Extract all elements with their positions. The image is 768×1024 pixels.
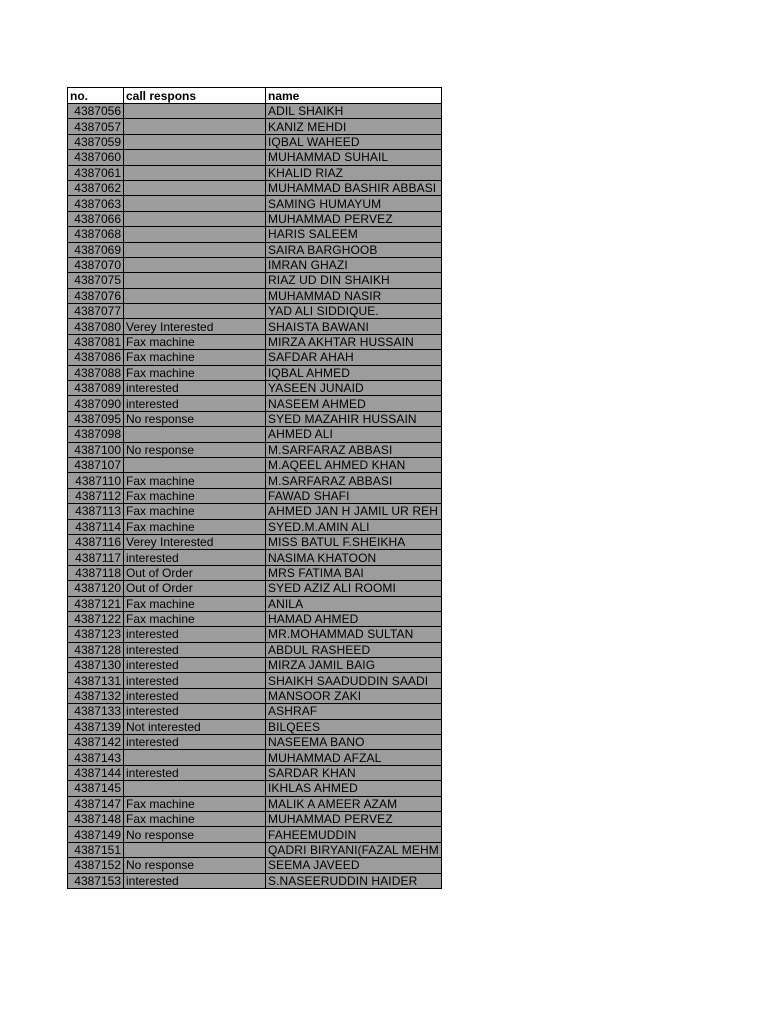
cell-call-response — [124, 196, 266, 211]
cell-call-response: Verey Interested — [124, 319, 266, 334]
table-row — [68, 781, 442, 796]
table-row — [68, 811, 442, 826]
cell-name: SYED.M.AMIN ALI — [266, 519, 442, 534]
cell-number: 4387133 — [68, 704, 124, 719]
table-row — [68, 873, 442, 888]
cell-name: HAMAD AHMED — [266, 611, 442, 626]
cell-call-response: Out of Order — [124, 581, 266, 596]
cell-call-response: Fax machine — [124, 611, 266, 626]
cell-name: MUHAMMAD AFZAL — [266, 750, 442, 765]
cell-call-response — [124, 242, 266, 257]
cell-number: 4387063 — [68, 196, 124, 211]
cell-name: SHAIKH SAADUDDIN SAADI — [266, 673, 442, 688]
cell-number: 4387131 — [68, 673, 124, 688]
cell-number: 4387112 — [68, 488, 124, 503]
header-name: name — [266, 88, 442, 104]
cell-name: MUHAMMAD PERVEZ — [266, 811, 442, 826]
cell-name: SARDAR KHAN — [266, 765, 442, 780]
cell-name: NASIMA KHATOON — [266, 550, 442, 565]
table-row — [68, 735, 442, 750]
cell-name: MR.MOHAMMAD SULTAN — [266, 627, 442, 642]
cell-name: MUHAMMAD BASHIR ABBASI — [266, 180, 442, 195]
cell-name: FAHEEMUDDIN — [266, 827, 442, 842]
table-row — [68, 596, 442, 611]
cell-call-response: Fax machine — [124, 334, 266, 349]
table-row — [68, 427, 442, 442]
table-row — [68, 827, 442, 842]
table-row — [68, 673, 442, 688]
cell-name: M.SARFARAZ ABBASI — [266, 473, 442, 488]
cell-number: 4387117 — [68, 550, 124, 565]
table-row — [68, 211, 442, 226]
cell-call-response — [124, 842, 266, 857]
cell-call-response — [124, 457, 266, 472]
table-row — [68, 196, 442, 211]
cell-number: 4387148 — [68, 811, 124, 826]
cell-number: 4387061 — [68, 165, 124, 180]
cell-call-response: Fax machine — [124, 504, 266, 519]
cell-name: BILQEES — [266, 719, 442, 734]
table-row — [68, 381, 442, 396]
table-row — [68, 565, 442, 580]
table-row — [68, 457, 442, 472]
cell-call-response: interested — [124, 396, 266, 411]
cell-name: M.AQEEL AHMED KHAN — [266, 457, 442, 472]
cell-call-response: Fax machine — [124, 473, 266, 488]
cell-call-response: interested — [124, 704, 266, 719]
cell-name: IKHLAS AHMED — [266, 781, 442, 796]
cell-number: 4387139 — [68, 719, 124, 734]
table-row — [68, 642, 442, 657]
table-row — [68, 611, 442, 626]
table-row — [68, 273, 442, 288]
cell-name: QADRI BIRYANI(FAZAL MEHM — [266, 842, 442, 857]
cell-number: 4387132 — [68, 688, 124, 703]
cell-number: 4387142 — [68, 735, 124, 750]
cell-number: 4387081 — [68, 334, 124, 349]
cell-call-response — [124, 180, 266, 195]
table-row — [68, 288, 442, 303]
cell-name: MALIK A AMEER AZAM — [266, 796, 442, 811]
cell-name: MANSOOR ZAKI — [266, 688, 442, 703]
cell-call-response — [124, 750, 266, 765]
cell-call-response — [124, 227, 266, 242]
cell-call-response: No response — [124, 827, 266, 842]
cell-number: 4387090 — [68, 396, 124, 411]
table-row — [68, 658, 442, 673]
cell-name: MIRZA AKHTAR HUSSAIN — [266, 334, 442, 349]
cell-number: 4387100 — [68, 442, 124, 457]
cell-call-response: Fax machine — [124, 519, 266, 534]
cell-call-response: interested — [124, 550, 266, 565]
cell-name: SAFDAR AHAH — [266, 350, 442, 365]
header-no: no. — [68, 88, 124, 104]
cell-number: 4387153 — [68, 873, 124, 888]
cell-name: ANILA — [266, 596, 442, 611]
cell-name: YASEEN JUNAID — [266, 381, 442, 396]
cell-number: 4387122 — [68, 611, 124, 626]
cell-call-response: interested — [124, 735, 266, 750]
table-row — [68, 488, 442, 503]
cell-number: 4387143 — [68, 750, 124, 765]
cell-name: SEEMA JAVEED — [266, 858, 442, 873]
table-row — [68, 242, 442, 257]
cell-number: 4387116 — [68, 534, 124, 549]
cell-number: 4387062 — [68, 180, 124, 195]
cell-call-response — [124, 427, 266, 442]
cell-number: 4387147 — [68, 796, 124, 811]
cell-call-response — [124, 781, 266, 796]
cell-name: AHMED JAN H JAMIL UR REH — [266, 504, 442, 519]
header-call-response: call respons — [124, 88, 266, 104]
cell-call-response: Fax machine — [124, 596, 266, 611]
cell-call-response: No response — [124, 442, 266, 457]
table-row — [68, 180, 442, 195]
cell-call-response: interested — [124, 688, 266, 703]
cell-number: 4387095 — [68, 411, 124, 426]
cell-name: S.NASEERUDDIN HAIDER — [266, 873, 442, 888]
table-row — [68, 858, 442, 873]
cell-call-response — [124, 150, 266, 165]
cell-number: 4387152 — [68, 858, 124, 873]
cell-number: 4387056 — [68, 104, 124, 119]
cell-number: 4387057 — [68, 119, 124, 134]
cell-number: 4387114 — [68, 519, 124, 534]
table-row — [68, 581, 442, 596]
cell-number: 4387070 — [68, 257, 124, 272]
cell-name: RIAZ UD DIN SHAIKH — [266, 273, 442, 288]
cell-number: 4387075 — [68, 273, 124, 288]
table-row — [68, 550, 442, 565]
cell-name: IQBAL WAHEED — [266, 134, 442, 149]
cell-number: 4387110 — [68, 473, 124, 488]
table-row — [68, 396, 442, 411]
cell-call-response — [124, 288, 266, 303]
cell-name: MRS FATIMA BAI — [266, 565, 442, 580]
cell-name: IQBAL AHMED — [266, 365, 442, 380]
cell-name: YAD ALI SIDDIQUE. — [266, 304, 442, 319]
cell-call-response — [124, 104, 266, 119]
cell-name: M.SARFARAZ ABBASI — [266, 442, 442, 457]
cell-number: 4387080 — [68, 319, 124, 334]
table-row — [68, 504, 442, 519]
table-row — [68, 719, 442, 734]
table-row — [68, 765, 442, 780]
cell-name: MISS BATUL F.SHEIKHA — [266, 534, 442, 549]
cell-number: 4387123 — [68, 627, 124, 642]
cell-call-response — [124, 257, 266, 272]
cell-name: ABDUL RASHEED — [266, 642, 442, 657]
cell-number: 4387130 — [68, 658, 124, 673]
cell-call-response — [124, 304, 266, 319]
cell-number: 4387113 — [68, 504, 124, 519]
table-row — [68, 134, 442, 149]
table-row — [68, 842, 442, 857]
cell-name: KHALID RIAZ — [266, 165, 442, 180]
cell-number: 4387107 — [68, 457, 124, 472]
cell-name: NASEEM AHMED — [266, 396, 442, 411]
table-row — [68, 319, 442, 334]
cell-name: FAWAD SHAFI — [266, 488, 442, 503]
cell-call-response: interested — [124, 873, 266, 888]
cell-call-response: No response — [124, 411, 266, 426]
cell-name: NASEEMA BANO — [266, 735, 442, 750]
cell-call-response: No response — [124, 858, 266, 873]
cell-call-response: interested — [124, 642, 266, 657]
cell-number: 4387077 — [68, 304, 124, 319]
table-row — [68, 688, 442, 703]
cell-name: HARIS SALEEM — [266, 227, 442, 242]
cell-call-response: Fax machine — [124, 488, 266, 503]
cell-call-response: interested — [124, 765, 266, 780]
cell-call-response — [124, 119, 266, 134]
cell-number: 4387120 — [68, 581, 124, 596]
table-row — [68, 119, 442, 134]
cell-number: 4387076 — [68, 288, 124, 303]
cell-call-response: Fax machine — [124, 796, 266, 811]
table-row — [68, 750, 442, 765]
cell-number: 4387059 — [68, 134, 124, 149]
cell-number: 4387066 — [68, 211, 124, 226]
cell-name: ADIL SHAIKH — [266, 104, 442, 119]
cell-number: 4387088 — [68, 365, 124, 380]
table-row — [68, 442, 442, 457]
cell-name: SAMING HUMAYUM — [266, 196, 442, 211]
table-row — [68, 411, 442, 426]
cell-number: 4387118 — [68, 565, 124, 580]
table-row — [68, 796, 442, 811]
cell-number: 4387149 — [68, 827, 124, 842]
cell-number: 4387151 — [68, 842, 124, 857]
cell-call-response: interested — [124, 381, 266, 396]
cell-number: 4387060 — [68, 150, 124, 165]
cell-number: 4387121 — [68, 596, 124, 611]
table-row — [68, 334, 442, 349]
cell-call-response: Fax machine — [124, 811, 266, 826]
cell-call-response: Out of Order — [124, 565, 266, 580]
cell-name: SYED AZIZ ALI ROOMI — [266, 581, 442, 596]
table-row — [68, 150, 442, 165]
header-row — [68, 88, 442, 104]
cell-name: MUHAMMAD NASIR — [266, 288, 442, 303]
cell-name: ASHRAF — [266, 704, 442, 719]
table-row — [68, 257, 442, 272]
cell-number: 4387068 — [68, 227, 124, 242]
cell-number: 4387144 — [68, 765, 124, 780]
cell-name: MUHAMMAD SUHAIL — [266, 150, 442, 165]
table-row — [68, 227, 442, 242]
call-response-table — [67, 87, 442, 889]
cell-number: 4387089 — [68, 381, 124, 396]
table-row — [68, 704, 442, 719]
cell-call-response — [124, 134, 266, 149]
cell-call-response: Verey Interested — [124, 534, 266, 549]
cell-name: MUHAMMAD PERVEZ — [266, 211, 442, 226]
cell-call-response — [124, 273, 266, 288]
table-row — [68, 350, 442, 365]
cell-call-response: Not interested — [124, 719, 266, 734]
table-body — [68, 104, 442, 889]
table-row — [68, 304, 442, 319]
cell-call-response — [124, 165, 266, 180]
table-row — [68, 365, 442, 380]
cell-call-response: interested — [124, 673, 266, 688]
cell-number: 4387128 — [68, 642, 124, 657]
cell-name: SYED MAZAHIR HUSSAIN — [266, 411, 442, 426]
table-row — [68, 534, 442, 549]
table-row — [68, 165, 442, 180]
table-row — [68, 519, 442, 534]
cell-name: SAIRA BARGHOOB — [266, 242, 442, 257]
cell-call-response: Fax machine — [124, 350, 266, 365]
cell-call-response: interested — [124, 658, 266, 673]
cell-name: SHAISTA BAWANI — [266, 319, 442, 334]
table-row — [68, 627, 442, 642]
cell-call-response — [124, 211, 266, 226]
cell-name: MIRZA JAMIL BAIG — [266, 658, 442, 673]
table-row — [68, 104, 442, 119]
cell-number: 4387098 — [68, 427, 124, 442]
cell-name: AHMED ALI — [266, 427, 442, 442]
cell-call-response: Fax machine — [124, 365, 266, 380]
cell-call-response: interested — [124, 627, 266, 642]
cell-number: 4387069 — [68, 242, 124, 257]
cell-name: IMRAN GHAZI — [266, 257, 442, 272]
cell-name: KANIZ MEHDI — [266, 119, 442, 134]
table-row — [68, 473, 442, 488]
cell-number: 4387145 — [68, 781, 124, 796]
cell-number: 4387086 — [68, 350, 124, 365]
